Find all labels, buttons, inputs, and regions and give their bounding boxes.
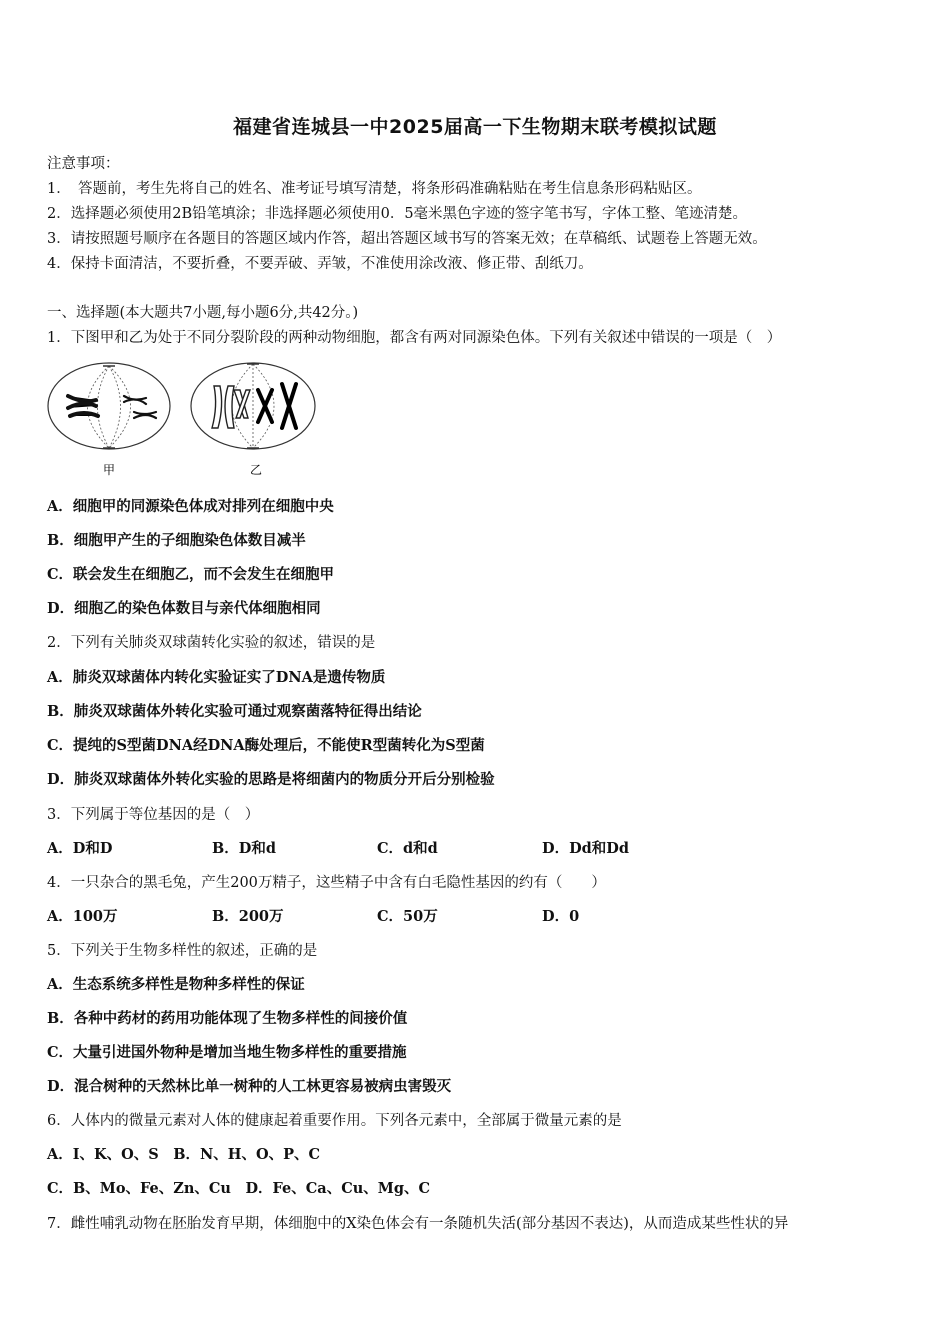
option: A．生态系统多样性是物种多样性的保证 xyxy=(47,976,305,993)
option: A．I、K、O、S B．N、H、O、P、C xyxy=(47,1146,321,1163)
option: B．200万 xyxy=(212,908,284,925)
figure-label-yi: 乙 xyxy=(249,463,263,477)
question-stem: 5．下列关于生物多样性的叙述，正确的是 xyxy=(47,943,318,959)
option: B．肺炎双球菌体外转化实验可通过观察菌落特征得出结论 xyxy=(47,703,422,720)
notice-item: 4．保持卡面清洁，不要折叠，不要弄破、弄皱，不准使用涂改液、修正带、刮纸刀。 xyxy=(47,256,593,272)
option: B．细胞甲产生的子细胞染色体数目减半 xyxy=(47,532,306,549)
option: A．细胞甲的同源染色体成对排列在细胞中央 xyxy=(47,498,334,515)
option: C．d和d xyxy=(377,840,438,857)
option: C．B、Mo、Fe、Zn、Cu D．Fe、Ca、Cu、Mg、C xyxy=(47,1180,431,1197)
option: A．D和D xyxy=(47,840,113,857)
option: D．细胞乙的染色体数目与亲代体细胞相同 xyxy=(47,600,321,617)
figure-label-jia: 甲 xyxy=(102,463,116,477)
option: A．肺炎双球菌体内转化实验证实了DNA是遗传物质 xyxy=(47,669,386,686)
question-stem: 4．一只杂合的黑毛兔，产生200万精子，这些精子中含有白毛隐性基因的约有（ ） xyxy=(47,875,606,891)
cell-division-figure xyxy=(46,356,326,478)
option: A．100万 xyxy=(47,908,118,925)
option: B．D和d xyxy=(212,840,276,857)
option: D．肺炎双球菌体外转化实验的思路是将细菌内的物质分开后分别检验 xyxy=(47,771,495,788)
question-stem: 6．人体内的微量元素对人体的健康起着重要作用。下列各元素中，全部属于微量元素的是 xyxy=(47,1113,622,1129)
notice-heading: 注意事项： xyxy=(47,156,120,172)
question-stem: 1．下图甲和乙为处于不同分裂阶段的两种动物细胞，都含有两对同源染色体。下列有关叙述中错误的一项是（ ） xyxy=(47,330,782,346)
cell-jia-diagram xyxy=(48,363,170,449)
option: D．混合树种的天然林比单一树种的人工林更容易被病虫害毁灭 xyxy=(47,1078,452,1095)
notice-item: 3．请按照题号顺序在各题目的答题区域内作答，超出答题区域书写的答案无效；在草稿纸、试题卷上答题无效。 xyxy=(47,231,767,247)
option: D．Dd和Dd xyxy=(542,840,629,857)
option: C．提纯的S型菌DNA经DNA酶处理后，不能使R型菌转化为S型菌 xyxy=(47,737,485,754)
option-row xyxy=(47,905,907,926)
option: D．0 xyxy=(542,908,580,925)
option: C．联会发生在细胞乙，而不会发生在细胞甲 xyxy=(47,566,335,583)
option: B．各种中药材的药用功能体现了生物多样性的间接价值 xyxy=(47,1010,408,1027)
page-title: 福建省连城县一中2025届高一下生物期末联考模拟试题 xyxy=(233,116,717,138)
cell-yi-diagram xyxy=(191,363,315,449)
option: C．50万 xyxy=(377,908,438,925)
option: C．大量引进国外物种是增加当地生物多样性的重要措施 xyxy=(47,1044,407,1061)
question-stem: 2．下列有关肺炎双球菌转化实验的叙述，错误的是 xyxy=(47,635,376,651)
notice-item: 1． 答题前，考生先将自己的姓名、准考证号填写清楚，将条形码准确粘贴在考生信息条形码粘贴区。 xyxy=(47,181,702,197)
question-stem: 3．下列属于等位基因的是（ ） xyxy=(47,807,260,823)
section-heading: 一、选择题(本大题共7小题,每小题6分,共42分。) xyxy=(47,305,359,321)
question-stem: 7．雌性哺乳动物在胚胎发育早期，体细胞中的X染色体会有一条随机失活(部分基因不表达)，从而造成某些性状的异 xyxy=(47,1216,789,1232)
option-row xyxy=(47,837,907,858)
notice-item: 2．选择题必须使用2B铅笔填涂；非选择题必须使用0．5毫米黑色字迹的签字笔书写，字体工整、笔迹清楚。 xyxy=(47,206,748,222)
